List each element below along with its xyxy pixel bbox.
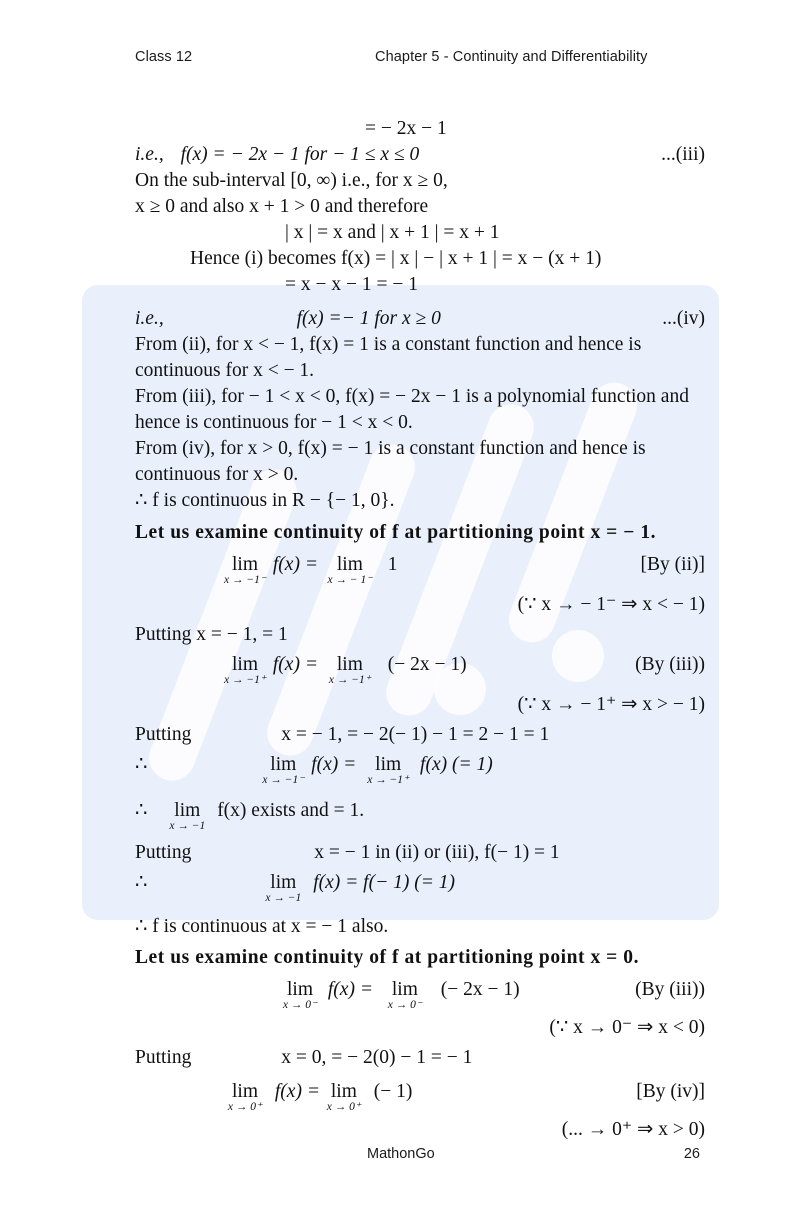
therefore-symbol: ∴ (135, 754, 148, 775)
limit-function: f(x) = (274, 1081, 320, 1102)
limit-function: f(x) = (327, 979, 373, 1000)
limit-operator (227, 1081, 263, 1113)
page-header (135, 49, 700, 73)
math-line: Putting x = − 1, = 1 (135, 624, 288, 645)
math-line (135, 652, 705, 690)
limit-subscript: x → 0⁻ (387, 999, 422, 1011)
limit-op-label: lim (336, 654, 363, 675)
limit-operator (169, 800, 206, 832)
math-note: (∵ x → 0⁻ ⇒ x < 0) (549, 1017, 705, 1038)
limit-value: f(x) exists and = 1. (217, 800, 365, 821)
line-label: i.e., (135, 308, 164, 329)
math-line: x ≥ 0 and also x + 1 > 0 and therefore (135, 196, 429, 217)
limit-op-label: lim (391, 979, 418, 1000)
paragraph: ∴ f is continuous at x = − 1 also. (135, 916, 389, 937)
paragraph: From (ii), for x < − 1, f(x) = 1 is a constant function and hence is continuous for x < − 1. (135, 334, 642, 381)
line-expression: x = 0, = − 2(0) − 1 = − 1 (281, 1047, 473, 1068)
limit-operator (327, 554, 373, 586)
limit-operator (224, 554, 266, 586)
limit-op-label: lim (232, 1081, 259, 1102)
footer-brand: MathonGo (367, 1146, 435, 1162)
limit-op-label: lim (270, 754, 297, 775)
math-line: Hence (i) becomes f(x) = | x | − | x + 1 | = x − (x + 1) (190, 248, 602, 269)
math-note: (∵ x → − 1⁺ ⇒ x > − 1) (517, 694, 705, 715)
math-line (135, 1079, 705, 1117)
math-line: On the sub-interval [0, ∞) i.e., for x ≥ 0, (135, 170, 448, 191)
limit-op-label: lim (270, 872, 297, 893)
limit-value: f(x) (= 1) (420, 754, 493, 775)
limit-subscript: x → −1⁺ (367, 774, 410, 786)
math-line (135, 752, 705, 790)
limit-operator (262, 754, 305, 786)
equation-tag: (By (iii)) (635, 979, 705, 1000)
limit-subscript: x → −1⁺ (224, 674, 266, 686)
limit-operator (265, 872, 302, 904)
document-body (135, 116, 705, 1143)
equation-tag: ...(iii) (661, 144, 705, 165)
limit-value: 1 (387, 554, 398, 575)
paragraph: From (iv), for x > 0, f(x) = − 1 is a constant function and hence is continuous for x > 0. (135, 438, 646, 485)
limit-operator (367, 754, 410, 786)
limit-operator (328, 654, 371, 686)
math-line (135, 840, 705, 866)
line-expression: x = − 1, = − 2(− 1) − 1 = 2 − 1 = 1 (281, 724, 550, 745)
section-heading: Let us examine continuity of f at partitioning point x = − 1. (135, 522, 657, 543)
limit-function: f(x) = (272, 654, 318, 675)
limit-operator (224, 654, 266, 686)
header-chapter-title: Chapter 5 - Continuity and Differentiability (375, 49, 648, 65)
math-note: (∵ x → − 1⁻ ⇒ x < − 1) (517, 594, 705, 615)
limit-subscript: x → −1⁺ (328, 674, 371, 686)
page-footer (135, 1146, 700, 1168)
math-line: = x − x − 1 = − 1 (285, 274, 418, 295)
line-label: Putting (135, 724, 192, 745)
limit-op-label: lim (232, 554, 259, 575)
limit-function: f(x) = (311, 754, 357, 775)
limit-subscript: x → −1 (169, 820, 206, 832)
therefore-symbol: ∴ (135, 872, 148, 893)
equation-tag: [By (iv)] (636, 1081, 705, 1102)
line-label: Putting (135, 1047, 192, 1068)
page-number: 26 (683, 1146, 700, 1162)
limit-subscript: x → 0⁺ (227, 1101, 263, 1113)
line-expression: f(x) =− 1 for x ≥ 0 (296, 308, 441, 329)
math-line: | x | = x and | x + 1 | = x + 1 (285, 222, 500, 243)
limit-operator (282, 979, 318, 1011)
limit-subscript: x → −1⁻ (224, 574, 266, 586)
limit-value: (− 2x − 1) (440, 979, 520, 1000)
limit-op-label: lim (336, 554, 363, 575)
limit-op-label: lim (330, 1081, 357, 1102)
limit-operator (326, 1081, 361, 1113)
limit-operator (387, 979, 422, 1011)
paragraph: From (iii), for − 1 < x < 0, f(x) = − 2x − 1 is a polynomial function and hence is continuous for − 1 < x < 0. (135, 386, 689, 433)
paragraph: ∴ f is continuous in R − {− 1, 0}. (135, 490, 395, 511)
limit-op-label: lim (174, 800, 201, 821)
line-label: i.e., (135, 144, 164, 165)
limit-value: (− 2x − 1) (387, 654, 467, 675)
limit-subscript: x → −1⁻ (262, 774, 305, 786)
math-line (135, 870, 705, 908)
limit-subscript: x → 0⁺ (326, 1101, 361, 1113)
math-line (135, 798, 705, 836)
limit-op-label: lim (375, 754, 402, 775)
math-line (135, 306, 705, 332)
limit-subscript: x → −1 (265, 892, 302, 904)
equation-tag: (By (iii)) (635, 654, 705, 675)
limit-value: f(x) = f(− 1) (= 1) (313, 872, 455, 893)
math-line (135, 552, 705, 590)
equation-tag: ...(iv) (662, 308, 705, 329)
header-class-label: Class 12 (135, 49, 193, 65)
math-line (135, 722, 705, 748)
limit-function: f(x) = (272, 554, 318, 575)
limit-subscript: x → 0⁻ (282, 999, 318, 1011)
equation-tag: [By (ii)] (640, 554, 705, 575)
line-expression: x = − 1 in (ii) or (iii), f(− 1) = 1 (314, 842, 560, 863)
limit-op-label: lim (287, 979, 314, 1000)
line-expression: f(x) = − 2x − 1 for − 1 ≤ x ≤ 0 (180, 144, 420, 165)
math-line: = − 2x − 1 (365, 118, 447, 139)
line-label: Putting (135, 842, 192, 863)
math-line (135, 142, 705, 168)
limit-subscript: x → − 1⁻ (327, 574, 373, 586)
math-line (135, 1045, 705, 1071)
limit-value: (− 1) (373, 1081, 413, 1102)
therefore-symbol: ∴ (135, 800, 148, 821)
math-note: (... → 0⁺ ⇒ x > 0) (561, 1119, 705, 1140)
limit-op-label: lim (232, 654, 259, 675)
math-line (135, 977, 705, 1015)
section-heading: Let us examine continuity of f at partitioning point x = 0. (135, 947, 639, 968)
